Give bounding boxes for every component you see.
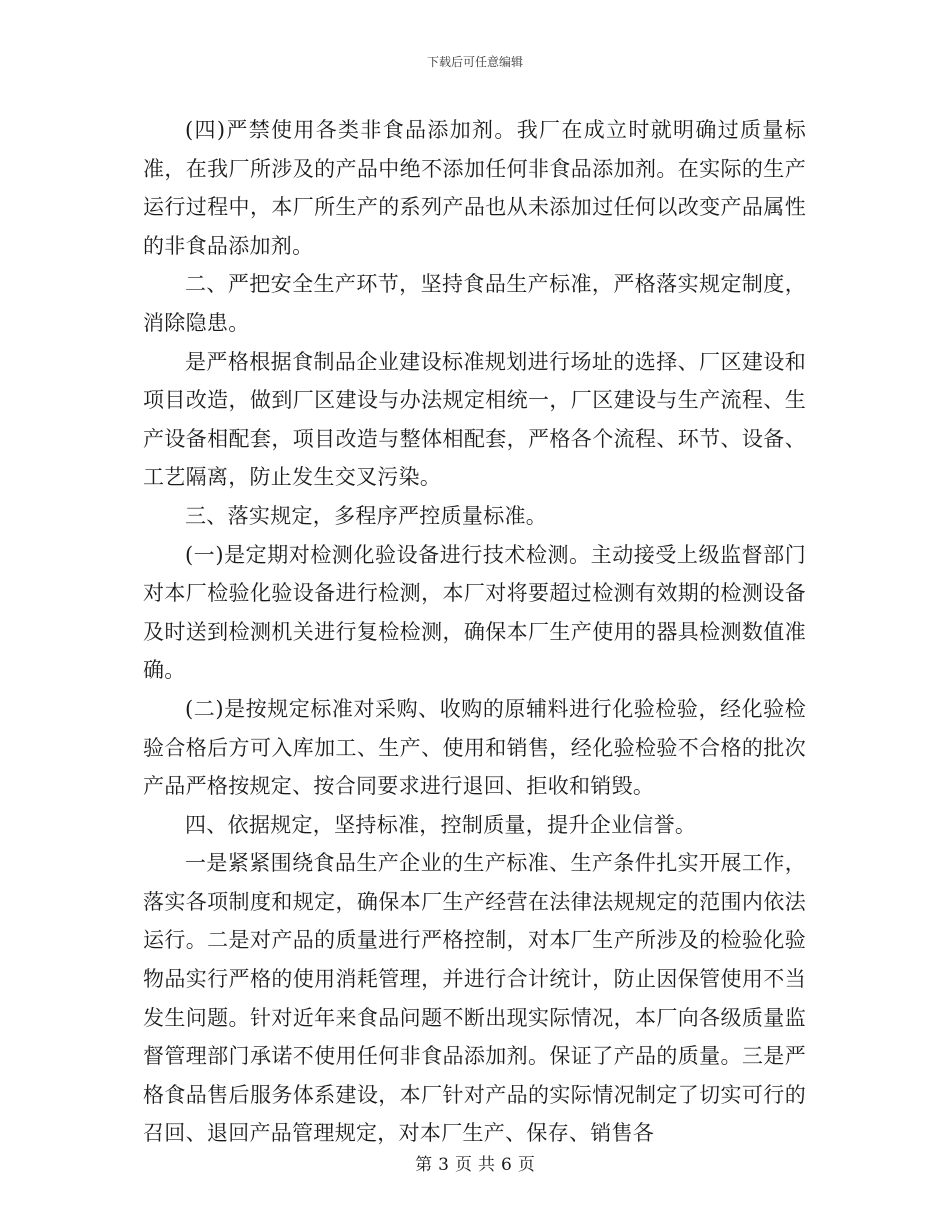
footer-page-word: 页 [455, 1155, 472, 1175]
paragraph-raw-material-inspection: (二)是按规定标准对采购、收购的原辅料进行化验检验，经化验检验合格后方可入库加工、生产、使用和销售，经化验检验不合格的批次产品严格按规定、按合同要求进行退回、拒收和销毁。 [143, 696, 806, 799]
paragraph-four-ban-additives: (四)严禁使用各类非食品添加剂。我厂在成立时就明确过质量标准，在我厂所涉及的产品中绝不添加任何非食品添加剂。在实际的生产运行过程中，本厂所生产的系列产品也从未添加过任何以改变产品属性的非食品添加剂。 [143, 118, 806, 258]
footer-total-pages: 6 [501, 1155, 512, 1175]
page-header: 下载后可任意编辑 [426, 55, 523, 69]
footer-suffix: 页 [517, 1155, 535, 1175]
document-body [143, 111, 806, 1153]
heading-section-three: 三、落实规定，多程序严控质量标准。 [185, 503, 548, 528]
footer-current-page: 3 [438, 1155, 449, 1175]
footer-prefix: 第 [415, 1155, 433, 1175]
page-footer [0, 1150, 950, 1175]
footer-total-word: 共 [478, 1155, 495, 1175]
paragraph-quality-control: 一是紧紧围绕食品生产企业的生产标准、生产条件扎实开展工作，落实各项制度和规定，确保本厂生产经营在法律法规规定的范围内依法运行。二是对产品的质量进行严格控制，对本厂生产所涉及的检验化验物品实行严格的使用消耗管理，并进行合计统计，防止因保管使用不当发生问题。针对近年来食品问题不断出现实际情况，本厂向各级质量监督管理部门承诺不使用任何非食品添加剂。保证了产品的质量。三是严格食品售后服务体系建设，本厂针对产品的实际情况制定了切实可行的召回、退回产品管理规定，对本厂生产、保存、销售各 [143, 851, 806, 1146]
heading-section-two: 二、严把安全生产环节，坚持食品生产标准，严格落实规定制度，消除隐患。 [143, 272, 806, 335]
heading-section-four: 四、依据规定，坚持标准，控制质量，提升企业信誉。 [185, 812, 697, 837]
paragraph-equipment-testing: (一)是定期对检测化验设备进行技术检测。主动接受上级监督部门对本厂检验化验设备进行检测，本厂对将要超过检测有效期的检测设备及时送到检测机关进行复检检测，确保本厂生产使用的器具检测数值准确。 [143, 542, 806, 683]
paragraph-site-construction: 是严格根据食制品企业建设标准规划进行场址的选择、厂区建设和项目改造，做到厂区建设与办法规定相统一，厂区建设与生产流程、生产设备相配套，项目改造与整体相配套，严格各个流程、环节、设备、工艺隔离，防止发生交叉污染。 [143, 349, 806, 490]
